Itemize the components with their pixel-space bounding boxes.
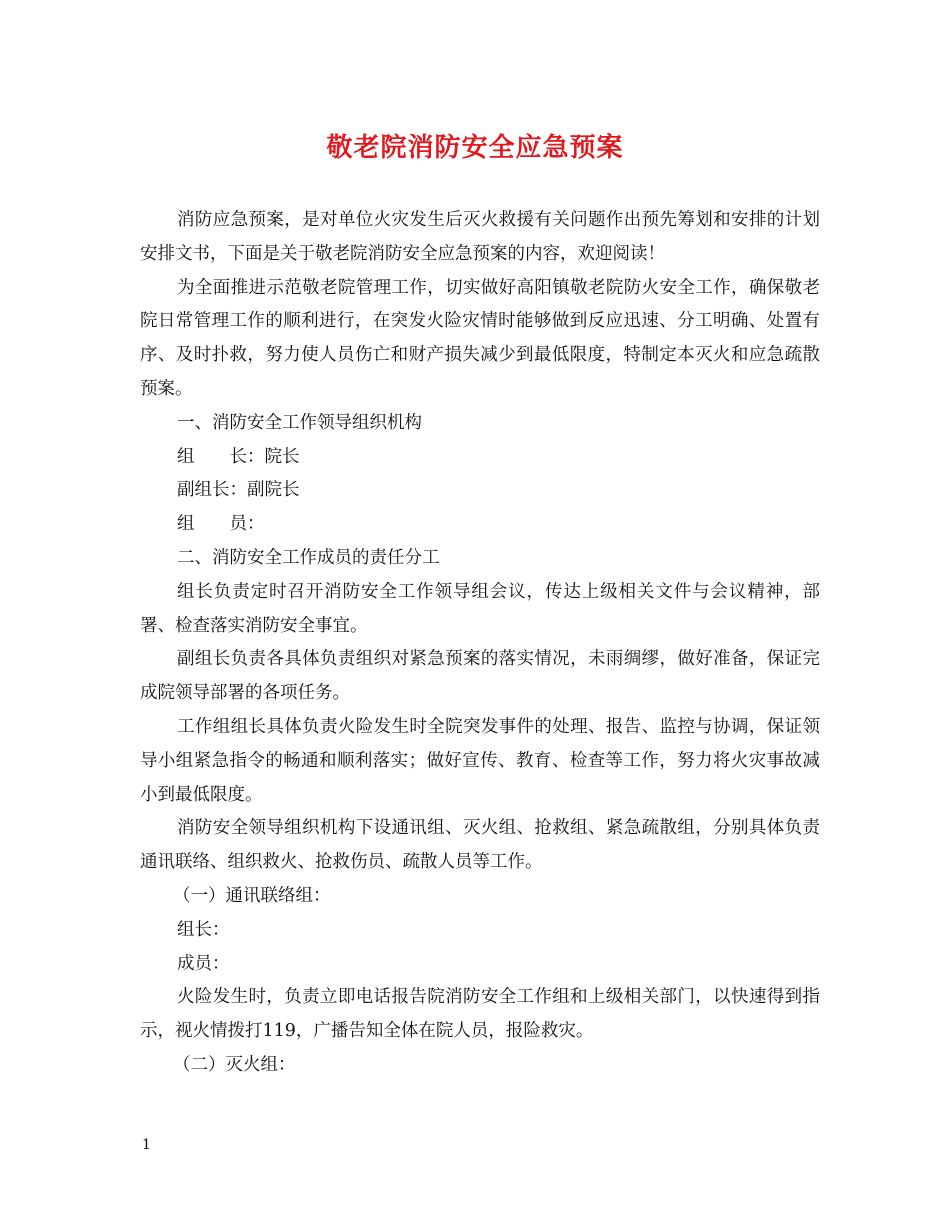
paragraph-intro: 消防应急预案，是对单位火灾发生后灭火救援有关问题作出预先筹划和安排的计划安排文书，下面是关于敬老院消防安全应急预案的内容，欢迎阅读！ xyxy=(140,210,820,264)
subsection-heading-firefighting: （二）灭火组： xyxy=(173,1054,296,1075)
paragraph-workgroup-duty: 工作组组长具体负责火险发生时全院突发事件的处理、报告、监控与协调，保证领导小组紧急指令的畅通和顺利落实；做好宣传、教育、检查等工作，努力将火灾事故减小到最低限度。 xyxy=(140,716,820,805)
paragraph-subgroups: 消防安全领导组织机构下设通讯组、灭火组、抢救组、紧急疏散组，分别具体负责通讯联络、组织救火、抢救伤员、疏散人员等工作。 xyxy=(140,818,820,873)
page-number: 1 xyxy=(142,1137,151,1153)
paragraph-purpose: 为全面推进示范敬老院管理工作，切实做好高阳镇敬老院防火安全工作，确保敬老院日常管理工作的顺利进行，在突发火险灾情时能够做到反应迅速、分工明确、处置有序、及时扑救，努力使人员伤亡和财产损失减少到最低限度，特制定本灭火和应急疏散预案。 xyxy=(140,277,820,399)
leader-line: 组 长：院长 xyxy=(177,446,300,467)
paragraph-leader-duty: 组长负责定时召开消防安全工作领导组会议，传达上级相关文件与会议精神，部署、检查落实消防安全事宜。 xyxy=(140,581,820,636)
paragraph-deputy-duty: 副组长负责各具体负责组织对紧急预案的落实情况，未雨绸缪，做好准备，保证完成院领导部署的各项任务。 xyxy=(140,649,820,704)
section-heading-responsibilities: 二、消防安全工作成员的责任分工 xyxy=(177,547,440,568)
members-line: 组 员： xyxy=(177,514,265,535)
document-body xyxy=(140,204,820,1083)
subsection-heading-communication: （一）通讯联络组： xyxy=(173,885,331,906)
paragraph-communication-duty: 火险发生时，负责立即电话报告院消防安全工作组和上级相关部门，以快速得到指示，视火情拨打119，广播告知全体在院人员，报险救灾。 xyxy=(140,987,820,1042)
communication-leader-line: 组长： xyxy=(177,919,230,940)
document-title: 敬老院消防安全应急预案 xyxy=(326,133,624,163)
section-heading-organization: 一、消防安全工作领导组织机构 xyxy=(177,412,422,433)
communication-members-line: 成员： xyxy=(177,953,230,974)
deputy-leader-line: 副组长：副院长 xyxy=(177,480,300,501)
